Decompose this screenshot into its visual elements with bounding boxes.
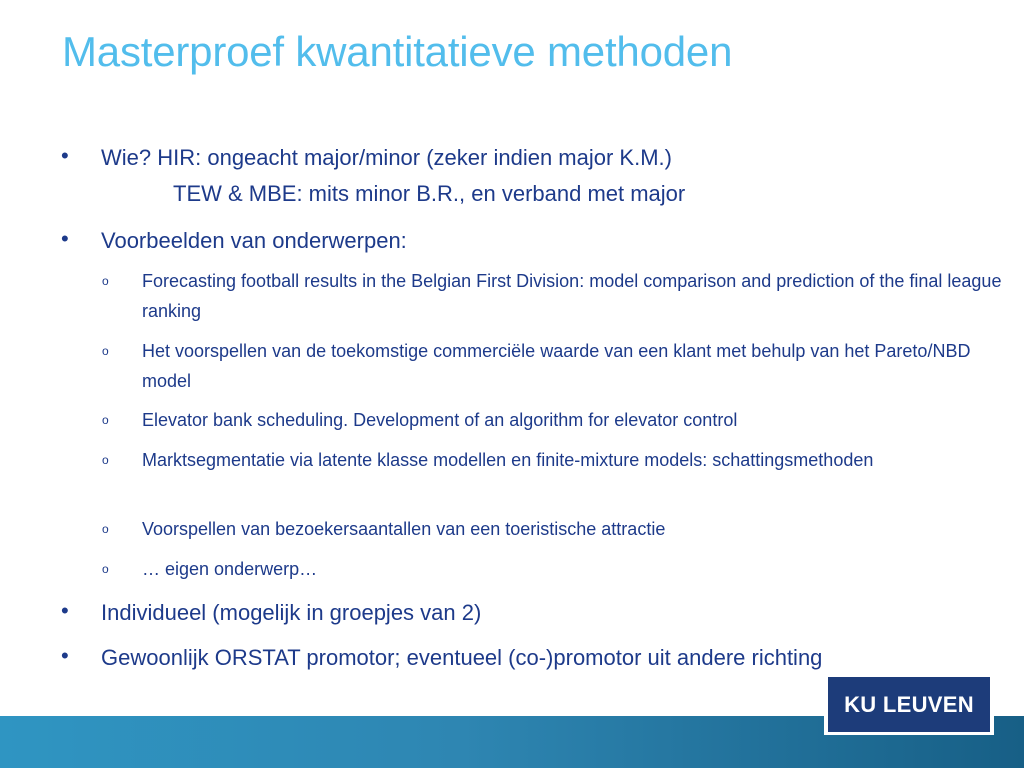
bullet-text: Voorbeelden van onderwerpen: bbox=[101, 228, 407, 253]
slide-title: Masterproef kwantitatieve methoden bbox=[62, 28, 733, 75]
circle-bullet-icon: o bbox=[102, 344, 109, 358]
bullet-text: Gewoonlijk ORSTAT promotor; eventueel (co-)promotor uit andere richting bbox=[101, 645, 823, 670]
circle-bullet-icon: o bbox=[102, 413, 109, 427]
circle-bullet-icon: o bbox=[102, 562, 109, 576]
bullet-icon: • bbox=[61, 143, 69, 168]
bullet-icon: • bbox=[61, 643, 69, 668]
sub-item-text: Voorspellen van bezoekersaantallen van een toeristische attractie bbox=[142, 519, 666, 539]
ku-leuven-logo: KU LEUVEN bbox=[828, 677, 990, 732]
sub-item-bezoekers bbox=[102, 514, 1002, 544]
sub-item-text: Forecasting football results in the Belgian First Division: model comparison and prediction of the final league ranking bbox=[142, 271, 1002, 321]
sub-item-text: … eigen onderwerp… bbox=[142, 559, 318, 579]
bullet-text: Individueel (mogelijk in groepjes van 2) bbox=[101, 600, 482, 625]
sub-item-text: Elevator bank scheduling. Development of an algorithm for elevator control bbox=[142, 410, 738, 430]
bullet-voorbeelden bbox=[61, 226, 407, 254]
circle-bullet-icon: o bbox=[102, 453, 109, 467]
bullet-text: Wie? HIR: ongeacht major/minor (zeker indien major K.M.) bbox=[101, 145, 672, 170]
sub-item-football bbox=[102, 266, 1002, 326]
bullet-gewoonlijk bbox=[61, 643, 823, 671]
bullet-wie bbox=[61, 143, 672, 171]
bullet-icon: • bbox=[61, 226, 69, 251]
sub-item-text: Het voorspellen van de toekomstige commerciële waarde van een klant met behulp van het Pareto/NBD model bbox=[142, 341, 971, 391]
circle-bullet-icon: o bbox=[102, 522, 109, 536]
bullet-individueel bbox=[61, 598, 482, 626]
sub-item-marktsegmentatie bbox=[102, 445, 1002, 475]
bullet-wie-continuation: TEW & MBE: mits minor B.R., en verband met major bbox=[173, 181, 686, 206]
sub-item-text: Marktsegmentatie via latente klasse modellen en finite-mixture models: schattingsmethoden bbox=[142, 450, 874, 470]
sub-item-eigen bbox=[102, 554, 1002, 584]
sub-item-elevator bbox=[102, 405, 1002, 435]
circle-bullet-icon: o bbox=[102, 274, 109, 288]
sub-item-pareto bbox=[102, 336, 1002, 396]
bullet-icon: • bbox=[61, 598, 69, 623]
